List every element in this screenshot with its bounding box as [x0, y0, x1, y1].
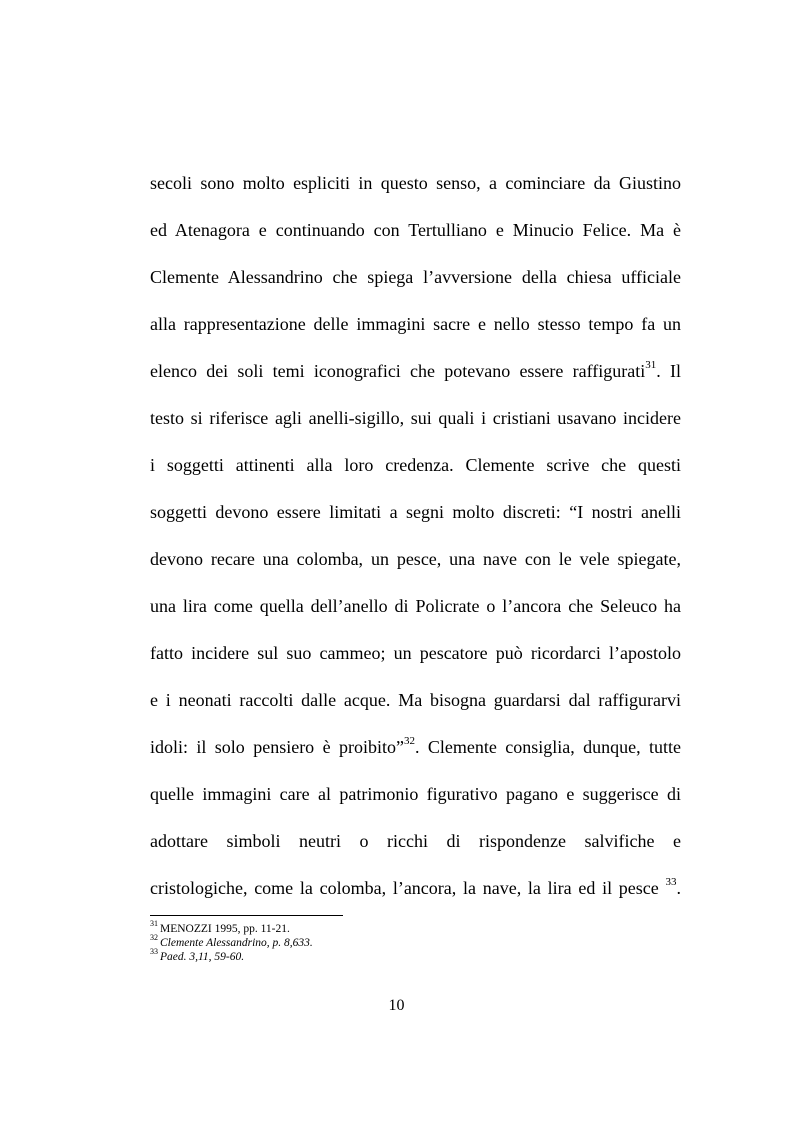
footnote-number: 32 [150, 933, 158, 943]
footnote-ref[interactable]: 32 [403, 735, 415, 747]
body-line: elenco dei soli temi iconografici che potevano essere raffigurati$^{31}$. Il [150, 359, 682, 381]
body-line: alla rappresentazione delle immagini sacre e nello stesso tempo fa un [150, 314, 681, 334]
body-line: e i neonati raccolti dalle acque. Ma bisogna guardarsi dal raffigurarvi [150, 690, 681, 710]
footnote-separator [150, 915, 343, 916]
footnote-number: 33 [150, 947, 158, 957]
body-line: quelle immagini care al patrimonio figurativo pagano e suggerisce di [150, 784, 681, 804]
body-line: cristologiche, come la colomba, l’ancora, la nave, la lira ed il pesce $^{33}$. [150, 876, 681, 898]
page-number: 10 [388, 997, 405, 1014]
footnote-ref[interactable]: 31 [645, 359, 657, 371]
footnote-ref[interactable]: 33 [665, 876, 677, 888]
footnote-text: Clemente Alessandrino, p. 8,633. [160, 937, 313, 949]
body-line: soggetti devono essere limitati a segni molto discreti: “I nostri anelli [150, 502, 681, 522]
body-line: secoli sono molto espliciti in questo senso, a cominciare da Giustino [150, 173, 681, 193]
body-line: testo si riferisce agli anelli-sigillo, sui quali i cristiani usavano incidere [150, 408, 681, 428]
footnote-number: 31 [150, 919, 158, 929]
body-line: idoli: il solo pensiero è proibito”$^{32}$. Clemente consiglia, dunque, tutte [150, 735, 682, 757]
footnote [150, 947, 681, 964]
footnotes [150, 919, 681, 964]
footnote-text: Paed. 3,11, 59-60. [160, 951, 245, 963]
body-line: una lira come quella dell’anello di Policrate o l’ancora che Seleuco ha [150, 596, 681, 616]
footnote [150, 919, 681, 936]
body-text [150, 160, 681, 912]
footnote-text: MENOZZI 1995, pp. 11-21. [160, 923, 290, 935]
body-line: i soggetti attinenti alla loro credenza. Clemente scrive che questi [150, 455, 681, 475]
footnote [150, 933, 681, 950]
body-line: ed Atenagora e continuando con Tertulliano e Minucio Felice. Ma è [150, 220, 681, 240]
body-line: adottare simboli neutri o ricchi di rispondenze salvifiche e [150, 831, 681, 851]
body-line: Clemente Alessandrino che spiega l’avversione della chiesa ufficiale [150, 267, 681, 287]
body-line: devono recare una colomba, un pesce, una nave con le vele spiegate, [150, 549, 681, 569]
body-line: fatto incidere sul suo cammeo; un pescatore può ricordarci l’apostolo [150, 643, 681, 663]
